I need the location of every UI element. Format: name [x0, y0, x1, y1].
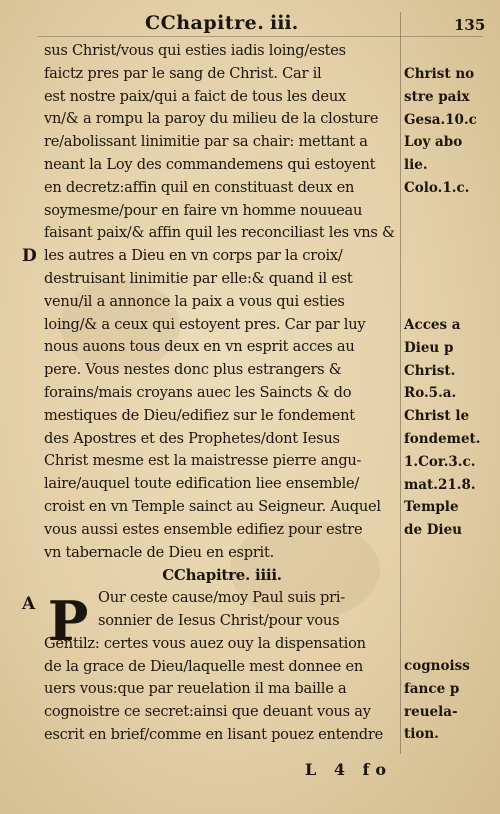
margin-note-line: Christ. — [404, 362, 456, 379]
margin-note-line: 1.Cor.3.c. — [404, 453, 476, 470]
text-line: les autres a Dieu en vn corps par la croix/ — [44, 247, 343, 265]
text-line: faictz pres par le sang de Christ. Car il — [44, 64, 322, 82]
margin-note-line: stre paix — [404, 88, 470, 105]
text-line: vn/& a rompu la paroy du milieu de la closture — [44, 110, 379, 128]
margin-note-line: tion. — [404, 726, 439, 743]
margin-note-line: reuela- — [404, 703, 458, 720]
running-title: CChapitre. — [145, 12, 265, 34]
margin-note — [404, 177, 496, 200]
margin-note-line: lie. — [404, 157, 428, 174]
text-line: re/abolissant linimitie par sa chair: mettant a — [44, 133, 368, 151]
text-line: Gentilz: certes vous auez ouy la dispensation — [44, 634, 366, 652]
margin-note — [404, 314, 496, 542]
margin-note-line: Ro.5.a. — [404, 385, 457, 402]
margin-note-line: Dieu p — [404, 339, 454, 356]
signature-mark: L 4 fo — [305, 760, 393, 779]
text-line: en decretz:affin quil en constituast deux en — [44, 178, 355, 196]
margin-note-line: Loy abo — [404, 134, 463, 151]
margin-note-line: cognoiss — [404, 658, 470, 674]
text-line: pere. Vous nestes donc plus estrangers & — [44, 361, 342, 379]
text-line: escrit en brief/comme en lisant pouez entendre — [44, 725, 383, 743]
text-line: uers vous:que par reuelation il ma baille a — [44, 680, 347, 698]
margin-note-line: Temple — [404, 499, 459, 516]
main-text-column — [44, 40, 400, 747]
margin-note-line: mat.21.8. — [404, 476, 476, 493]
text-line: croist en vn Temple sainct au Seigneur. Auquel — [44, 497, 381, 515]
chapter-number: iii. — [270, 12, 299, 34]
text-line: Christ mesme est la maistresse pierre angu- — [44, 452, 362, 470]
text-line: cognoistre ce secret:ainsi que deuant vous ay — [44, 703, 371, 721]
margin-note-line: Christ no — [404, 66, 475, 82]
margin-note — [404, 63, 496, 177]
text-line: sonnier de Iesus Christ/pour vous — [98, 611, 340, 629]
text-line: forains/mais croyans auec les Saincts & do — [44, 383, 352, 401]
text-line: faisant paix/& affin quil les reconciliast les vns & — [44, 224, 395, 242]
margin-note-line: Gesa.10.c — [404, 111, 477, 128]
text-line: venu/il a annonce la paix a vous qui esties — [44, 292, 345, 310]
chapter-heading: CChapitre. iiii. — [162, 566, 282, 585]
text-line: neant la Loy des commandemens qui estoyent — [44, 155, 376, 173]
text-line: mestiques de Dieu/edifiez sur le fondement — [44, 406, 355, 424]
header-rule — [38, 36, 483, 37]
margin-note-line: Colo.1.c. — [404, 180, 470, 196]
margin-note-line: fance p — [404, 680, 460, 697]
folio-number: 135 — [454, 16, 486, 34]
margin-note-line: fondemet. — [404, 430, 481, 447]
text-line: sus Christ/vous qui esties iadis loing/estes — [44, 42, 346, 59]
margin-note-line: de Dieu — [404, 522, 462, 539]
running-header — [0, 8, 500, 36]
side-mark: A — [22, 594, 36, 614]
text-line: laire/auquel toute edification liee ensemble/ — [44, 475, 360, 493]
text-line: soymesme/pour en faire vn homme nouueau — [44, 201, 363, 219]
margin-note — [404, 655, 496, 746]
drop-cap-initial: P — [47, 589, 89, 653]
text-line: vn tabernacle de Dieu en esprit. — [44, 543, 274, 561]
text-line: Our ceste cause/moy Paul suis pri- — [98, 589, 345, 607]
text-line: vous aussi estes ensemble edifiez pour estre — [44, 520, 363, 538]
text-line: destruisant linimitie par elle:& quand il est — [44, 269, 353, 287]
text-line: est nostre paix/qui a faict de tous les deux — [44, 87, 346, 105]
text-line: nous auons tous deux en vn esprit acces au — [44, 338, 355, 356]
text-line: des Apostres et des Prophetes/dont Iesus — [44, 429, 340, 447]
text-line: loing/& a ceux qui estoyent pres. Car par luy — [44, 315, 366, 333]
text-line: de la grace de Dieu/laquelle mest donnee en — [44, 657, 363, 675]
margin-note-line: Acces a — [404, 317, 461, 333]
margin-note-line: Christ le — [404, 408, 470, 425]
side-mark: D — [22, 246, 37, 266]
margin-rule — [400, 12, 401, 754]
